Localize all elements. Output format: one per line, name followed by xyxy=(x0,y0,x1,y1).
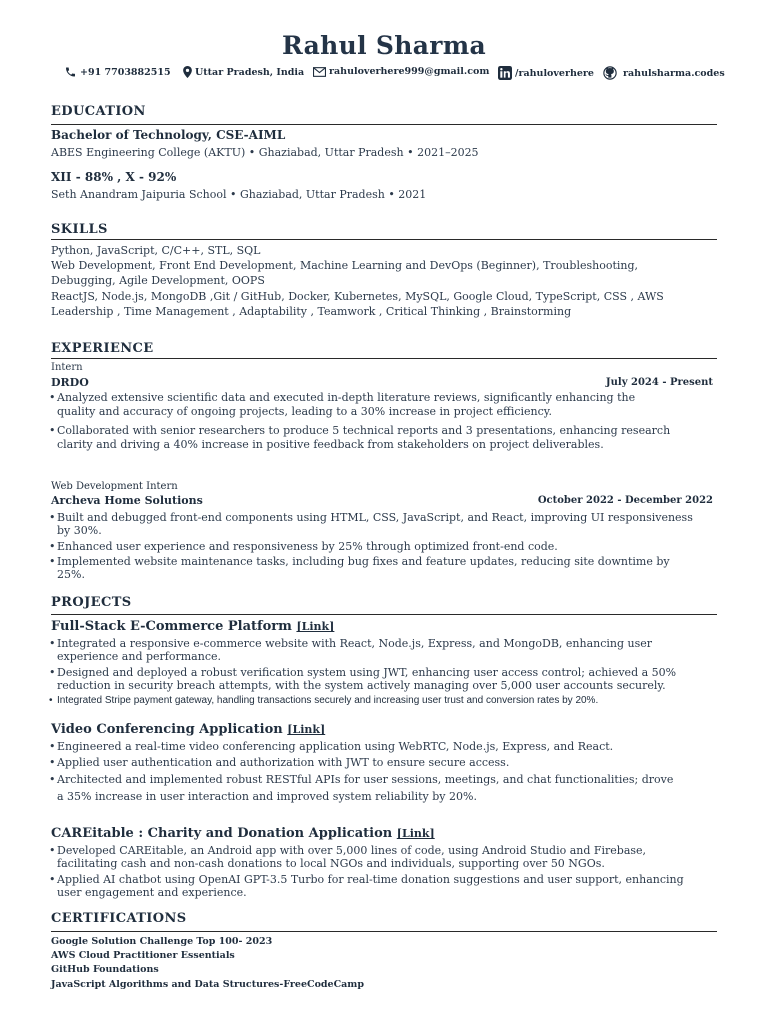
education-degree: Bachelor of Technology, CSE-AIML xyxy=(51,128,286,142)
job-dates: July 2024 - Present xyxy=(605,377,713,388)
email-text: rahuloverhere999@gmail.com xyxy=(329,66,490,77)
project-bullet: • Integrated Stripe payment gateway, handling transactions securely and increasing user trust and conversion rates by 20%. xyxy=(49,695,598,706)
project-bullet: • Architected and implemented robust RESTful APIs for user sessions, meetings, and chat functionalities; drove xyxy=(49,773,673,786)
location-pin-icon xyxy=(183,66,192,78)
phone-text: +91 7703882515 xyxy=(80,66,171,78)
project-title xyxy=(51,722,325,737)
education-heading: EDUCATION xyxy=(51,104,146,119)
project-name: Video Conferencing Application xyxy=(51,722,283,737)
job-bullet: • Built and debugged front-end components using HTML, CSS, JavaScript, and React, improving UI responsiveness xyxy=(49,511,693,524)
candidate-name: Rahul Sharma xyxy=(282,31,486,60)
job-bullet: • Analyzed extensive scientific data and executed in-depth literature reviews, significantly enhancing the xyxy=(49,391,635,404)
project-bullet: • Developed CAREitable, an Android app with over 5,000 lines of code, using Android Studio and Firebase, xyxy=(49,844,646,857)
project-title xyxy=(51,826,435,841)
job-company: Archeva Home Solutions xyxy=(51,494,203,507)
section-divider xyxy=(51,239,717,240)
job-bullet-cont: by 30%. xyxy=(57,524,102,537)
section-divider xyxy=(51,124,717,125)
certification-item: JavaScript Algorithms and Data Structures-FreeCodeCamp xyxy=(51,979,365,990)
skills-line: Debugging, Agile Development, OOPS xyxy=(51,274,265,287)
skills-line: ReactJS, Node.js, MongoDB ,Git / GitHub, Docker, Kubernetes, MySQL, Google Cloud, TypeScript, CSS , AWS xyxy=(51,290,664,303)
project-bullet-cont: facilitating cash and non-cash donations to local NGOs and individuals, supporting over 50 NGOs. xyxy=(57,857,605,870)
job-bullet: • Enhanced user experience and responsiveness by 25% through optimized front-end code. xyxy=(49,540,558,553)
project-link[interactable]: [Link] xyxy=(287,723,326,736)
project-name: CAREitable : Charity and Donation Application xyxy=(51,826,393,841)
education-details: ABES Engineering College (AKTU) • Ghaziabad, Uttar Pradesh • 2021–2025 xyxy=(51,146,479,159)
project-title xyxy=(51,619,334,634)
project-bullet-cont: a 35% increase in user interaction and improved system reliability by 20%. xyxy=(57,790,477,803)
job-bullet-cont: clarity and driving a 40% increase in positive feedback from stakeholders on project deliverables. xyxy=(57,438,604,451)
linkedin-icon xyxy=(498,66,512,80)
certification-item: Google Solution Challenge Top 100- 2023 xyxy=(51,936,273,947)
certification-item: GitHub Foundations xyxy=(51,964,159,975)
project-bullet: • Applied AI chatbot using OpenAI GPT-3.5 Turbo for real-time donation suggestions and user support, enhancing xyxy=(49,873,684,886)
skills-heading: SKILLS xyxy=(51,222,108,237)
job-role: Web Development Intern xyxy=(51,481,178,492)
website-text: rahulsharma.codes xyxy=(623,67,725,79)
contact-email[interactable] xyxy=(313,66,489,77)
phone-icon xyxy=(64,66,77,78)
contact-phone[interactable] xyxy=(64,66,171,78)
job-role: Intern xyxy=(51,362,83,373)
project-name: Full-Stack E-Commerce Platform xyxy=(51,619,292,634)
project-bullet-cont: experience and performance. xyxy=(57,650,221,663)
location-text: Uttar Pradesh, India xyxy=(195,66,305,78)
skills-line: Leadership , Time Management , Adaptability , Teamwork , Critical Thinking , Brainstorming xyxy=(51,305,572,318)
job-company: DRDO xyxy=(51,376,89,389)
email-icon xyxy=(313,67,326,77)
github-icon xyxy=(603,66,617,80)
job-dates: October 2022 - December 2022 xyxy=(537,495,713,506)
section-divider xyxy=(51,358,717,359)
project-link[interactable]: [Link] xyxy=(296,620,335,633)
skills-line: Python, JavaScript, C/C++, STL, SQL xyxy=(51,244,261,257)
project-bullet: • Applied user authentication and authorization with JWT to ensure secure access. xyxy=(49,756,509,769)
job-bullet: • Implemented website maintenance tasks, including bug fixes and feature updates, reducing site downtime by xyxy=(49,555,670,568)
contact-github[interactable] xyxy=(603,66,725,80)
project-bullet: • Integrated a responsive e-commerce website with React, Node.js, Express, and MongoDB, enhancing user xyxy=(49,637,652,650)
section-divider xyxy=(51,931,717,932)
linkedin-text: /rahuloverhere xyxy=(515,67,594,79)
job-bullet-cont: quality and accuracy of ongoing projects, leading to a 30% increase in project efficiency. xyxy=(57,405,553,418)
section-divider xyxy=(51,614,717,615)
skills-line: Web Development, Front End Development, Machine Learning and DevOps (Beginner), Troubleshooting, xyxy=(51,259,639,272)
job-bullet-cont: 25%. xyxy=(57,568,85,581)
job-bullet: • Collaborated with senior researchers to produce 5 technical reports and 3 presentations, enhancing research xyxy=(49,424,670,437)
project-bullet-cont: user engagement and experience. xyxy=(57,886,247,899)
education-degree: XII - 88% , X - 92% xyxy=(51,170,177,184)
project-bullet: • Engineered a real-time video conferencing application using WebRTC, Node.js, Express, and React. xyxy=(49,740,613,753)
contact-location xyxy=(183,66,304,78)
certification-item: AWS Cloud Practitioner Essentials xyxy=(51,950,235,961)
contact-linkedin[interactable] xyxy=(498,66,594,80)
project-bullet-cont: reduction in security breach attempts, with the system actively managing over 5,000 user accounts securely. xyxy=(57,679,666,692)
education-details: Seth Anandram Jaipuria School • Ghaziabad, Uttar Pradesh • 2021 xyxy=(51,188,427,201)
project-link[interactable]: [Link] xyxy=(396,827,435,840)
experience-heading: EXPERIENCE xyxy=(51,341,154,356)
project-bullet: • Designed and deployed a robust verification system using JWT, enhancing user access control; achieved a 50% xyxy=(49,666,676,679)
projects-heading: PROJECTS xyxy=(51,595,132,610)
certifications-heading: CERTIFICATIONS xyxy=(51,911,187,926)
